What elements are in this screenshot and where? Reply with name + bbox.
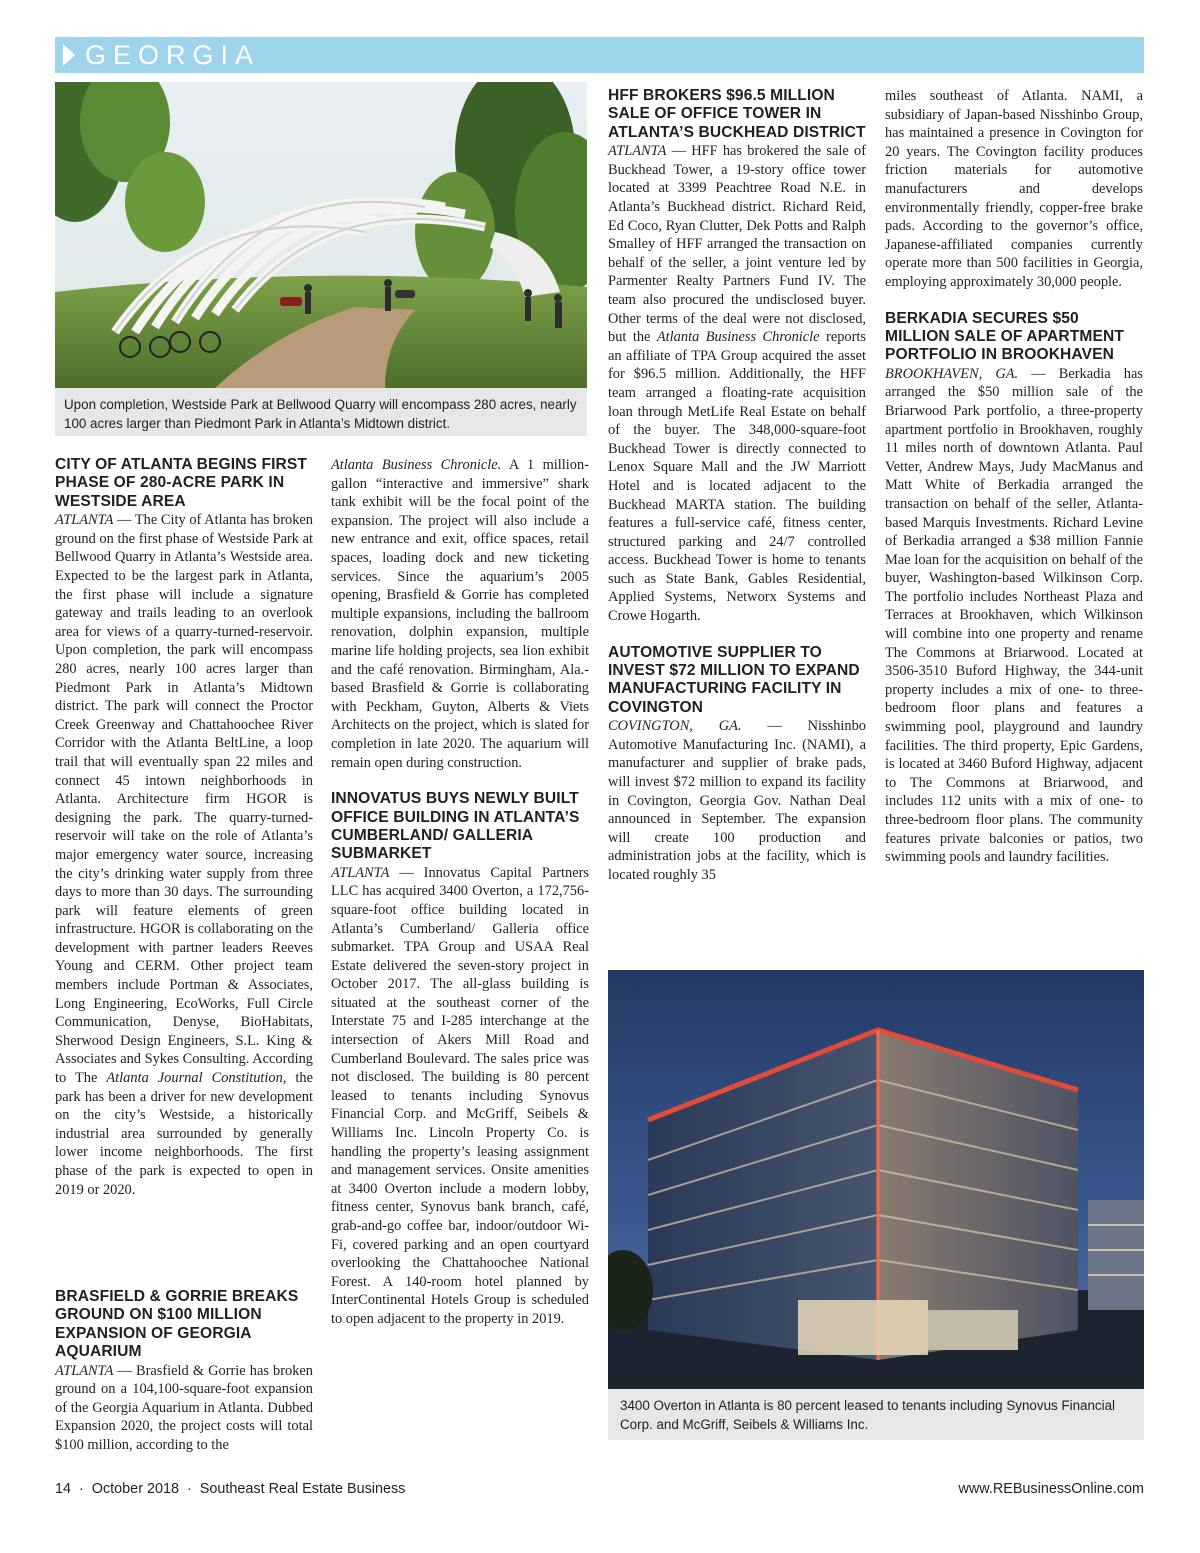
park-publication: Atlanta Journal Constitution — [106, 1070, 283, 1087]
aquarium-body-part-1: — Brasfield & Gorrie has broken ground on a 104,100-square-foot expansion of the Georgia Aquarium in Atlanta. Dubbed Expansion 2020, the project costs will total $100 million, according to the — [55, 1362, 313, 1453]
hff-headline: HFF BROKERS $96.5 MILLION SALE OF OFFICE TOWER IN ATLANTA’S BUCKHEAD DISTRICT — [608, 87, 866, 141]
hff-dateline: ATLANTA — [608, 143, 667, 160]
automotive-article-body-part-2: miles southeast of Atlanta. NAMI, a subsidiary of Japan-based Nisshinbo Group, has maintained a presence in Covington for 20 years. The Covington facility produces friction materials for automotive manufacturers and develops environmentally friendly, copper-free brake pads. According to the governor’s office, Japanese-affiliated companies currently operate more than 500 facilities in Georgia, employing approximately 30,000 people. — [885, 88, 1143, 290]
innovatus-dateline: ATLANTA — [331, 864, 390, 881]
berkadia-body: — Berkadia has arranged the $50 million sale of the Briarwood Park portfolio, a three-property apartment portfolio in Brookhaven, roughly 11 miles north of downtown Atlanta. Paul Vetter, Andrew Mays, Judy MacManus and Matt White of Berkadia arranged the transaction on behalf of the seller, Atlanta-based Marquis Investments. Richard Levine of Berkadia arranged a $38 million Fannie Mae loan for the acquisition on behalf of the buyer, Washington-based Wilkinson Corp. The portfolio includes Northeast Plaza and Terraces at Brookhaven, which Wilkinson will combine into one property and rename The Commons at Briarwood. Located at 3506-3510 Buford Highway, the 344-unit property includes a mix of one- to three-bedroom floor plans and features a swimming pool, playground and laundry facilities. The third property, Epic Gardens, is located at 3460 Buford Highway, adjacent to The Commons at Briarwood, and includes 112 units with a mix of one- to three-bedroom floor plans. The community features private balconies or patios, two swimming pools and laundry facilities. — [885, 365, 1143, 866]
innovatus-body: — Innovatus Capital Partners LLC has acquired 3400 Overton, a 172,756-square-foot office building located in Atlanta’s Cumberland/ Galleria office submarket. TPA Group and USAA Real Estate delivered the seven-story project in October 2017. The all-glass building is situated at the southeast corner of the Interstate 75 and I-285 interchange at the intersection of Akers Mill Road and Cumberland Boulevard. The sales price was not disclosed. The building is 80 percent leased to tenants including Synovus Financial Corp. and McGriff, Seibels & Williams Inc. Lincoln Property Co. is handling the property’s leasing assignment and management services. Onsite amenities at 3400 Overton include a modern lobby, fitness center, Synovus bank branch, café, grab-and-go coffee bar, indoor/outdoor Wi-Fi, covered parking and an open courtyard overlooking the Chattahoochee National Forest. A 140-room hotel planned by InterContinental Hotels Group is scheduled to open adjacent to the property in 2019. — [331, 864, 589, 1327]
park-body-part-1: — The City of Atlanta has broken ground on the first phase of Westside Park at Bellwood Quarry in Atlanta’s Westside area. Expected to be the largest park in Atlanta, the first phase will include a signature gateway and trails leading to an overlook area for views of a quarry-turned-reservoir. Upon completion, the park will encompass 280 acres, nearly 100 acres larger than Piedmont Park in Atlanta’s Midtown district. The park will connect the Proctor Creek Greenway and Chattahoochee River Corridor with the Atlanta BeltLine, a loop trail that will eventually span 22 miles and connect 45 intown neighborhoods in Atlanta. Architecture firm HGOR is designing the park. The quarry-turned-reservoir will take on the role of Atlanta’s major emergency water source, increasing the city’s drinking water supply from three days to more than 30 days. The surrounding park will feature elements of green infrastructure. HGOR is collaborating on the development with partner leaders Reeves Young and CERM. Other project team members include Portman & Associates, Long Engineering, EcoWorks, Full Circle Communication, Denyse, BioHabitats, Sherwood Design Engineers, S.L. King & Associates and Sykes Consulting. According to The — [55, 512, 313, 1087]
column-1-aquarium — [55, 1288, 313, 1455]
section-banner — [55, 37, 1144, 73]
hff-article-body — [608, 142, 866, 625]
hff-body-part-2: reports an affiliate of TPA Group acquired the asset for $96.5 million. Additionally, the HFF team arranged a floating-rate acquisition loan through MetLife Real Estate on behalf of the buyer. The 348,000-square-foot Buckhead Tower is directly connected to Lenox Square Mall and the JW Marriott Hotel and is located adjacent to the Buckhead MARTA station. The building features a full-service café, fitness center, structured parking and 24/7 controlled access. Buckhead Tower is home to tenants such as State Bank, Gables Residential, Applied Systems, Networx Systems and Crowe Hogarth. — [608, 329, 866, 625]
aquarium-headline: BRASFIELD & GORRIE BREAKS GROUND ON $100 MILLION EXPANSION OF GEORGIA AQUARIUM — [55, 1288, 299, 1361]
automotive-dateline: COVINGTON, GA. — [608, 718, 742, 735]
column-2 — [331, 456, 589, 1329]
aquarium-article-body-part-1 — [55, 1362, 313, 1455]
park-article-body — [55, 511, 313, 1199]
section-title: GEORGIA — [85, 40, 261, 70]
berkadia-article-body — [885, 365, 1143, 867]
hff-publication: Atlanta Business Chronicle — [656, 329, 820, 346]
park-dateline: ATLANTA — [55, 512, 114, 529]
park-rendering-illustration — [55, 82, 587, 388]
park-body-part-2: , the park has been a driver for new development on the city’s Westside, a historically industrial area surrounded by generally lower income neighborhoods. The first phase of the park is expected to open in 2019 or 2020. — [55, 1070, 313, 1198]
aquarium-article-body-part-2 — [331, 456, 589, 772]
berkadia-dateline: BROOKHAVEN, GA. — [885, 365, 1019, 382]
innovatus-headline: INNOVATUS BUYS NEWLY BUILT OFFICE BUILDING IN ATLANTA’S CUMBERLAND/ GALLERIA SUBMARKET — [331, 790, 580, 863]
berkadia-headline: BERKADIA SECURES $50 MILLION SALE OF APARTMENT PORTFOLIO IN BROOKHAVEN — [885, 309, 1124, 364]
play-arrow-icon — [63, 44, 75, 66]
column-4 — [885, 87, 1143, 867]
westside-park-photo — [55, 82, 587, 388]
overton-photo-caption: 3400 Overton in Atlanta is 80 percent leased to tenants including Synovus Financial Corp. and McGriff, Seibels & Williams Inc. — [608, 1389, 1144, 1440]
automotive-headline: AUTOMOTIVE SUPPLIER TO INVEST $72 MILLION TO EXPAND MANUFACTURING FACILITY IN COVINGTON — [608, 643, 860, 716]
hff-body-part-1: — HFF has brokered the sale of Buckhead Tower, a 19-story office tower located at 3399 Peachtree Road N.E. in Atlanta’s Buckhead district. Richard Reid, Ed Coco, Ryan Clutter, Dek Potts and Ralph Smalley of HFF arranged the transaction on behalf of the seller, a joint venture led by Parmenter Realty Partners Fund IV. The team also procured the undisclosed buyer. Other terms of the deal were not disclosed, but the — [608, 143, 866, 346]
overton-building-photo — [608, 970, 1144, 1389]
column-1 — [55, 456, 313, 1199]
aquarium-body-part-2: A 1 million-gallon “interactive and immersive” shark tank exhibit will be the focal point of the expansion. The project will also include a new entrance and exit, office spaces, retail spaces, loading dock and new ticketing services. Since the aquarium’s 2005 opening, Brasfield & Gorrie has completed multiple expansions, including the ballroom renovation, dolphin expansion, multiple marine life holding projects, sea lion exhibit and the café renovation. Birmingham, Ala.-based Brasfield & Gorrie is collaborating with Peckham, Guyton, Alberts & Viets Architects on the project, which is slated for completion in late 2020. The aquarium will remain open during construction. — [331, 457, 589, 771]
aquarium-dateline: ATLANTA — [55, 1362, 114, 1379]
page-footer-folio: 14 · October 2018 · Southeast Real Estate Business — [55, 1481, 406, 1497]
park-headline: CITY OF ATLANTA BEGINS FIRST PHASE OF 280-ACRE PARK IN WESTSIDE AREA — [55, 456, 308, 510]
aquarium-publication: Atlanta Business Chronicle. — [331, 457, 502, 473]
automotive-article-body-part-1 — [608, 717, 866, 884]
innovatus-article-body — [331, 864, 589, 1329]
office-building-night-photo — [608, 970, 1144, 1389]
park-photo-caption: Upon completion, Westside Park at Bellwood Quarry will encompass 280 acres, nearly 100 acres larger than Piedmont Park in Atlanta’s Midtown district. — [55, 388, 587, 436]
page-footer-website: www.REBusinessOnline.com — [958, 1481, 1144, 1497]
column-3 — [608, 87, 866, 885]
automotive-body-part-1: — Nisshinbo Automotive Manufacturing Inc. (NAMI), a manufacturer and supplier of brake pads, will invest $72 million to expand its facility in Covington, Georgia Gov. Nathan Deal announced in September. The expansion will create 100 production and administration jobs at the facility, which is located roughly 35 — [608, 718, 866, 884]
